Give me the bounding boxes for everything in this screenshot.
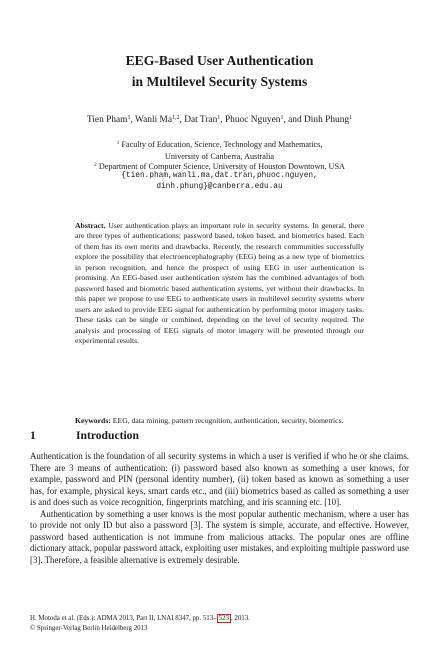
author-affiliation-marker: 1,2	[172, 115, 180, 121]
paper-title-line-1: EEG-Based User Authentication	[125, 53, 314, 68]
abstract-text: User authentication plays an important role in security systems. In general, there are three types of authentications; password based, token based, and biometrics based. Each of them has its own merits and drawbacks. Recently, the research communities successfully explore the possibility that electroencephalography (EEG) being as a new type of biometrics in person recognition, and hence the prospect of using EEG in user authentication is promising. An EEG-based user authentication system has the combined advantages of both password based and biometric based authentication systems, yet without their drawbacks. In this paper we propose to use EEG to authenticate users in multilevel security systems where users are asked to provide EEG signal for authentication by performing motor imagery tasks. These tasks can be single or combined, depending on the level of security required. The analysis and processing of EEG signals of motor imagery will be presented through our experimental results.	[75, 221, 365, 345]
footer-citation-prefix: H. Motoda et al. (Eds.): ADMA 2013, Part II, LNAI 8347, pp. 513–	[30, 615, 217, 622]
body-paragraph-2: Authentication by something a user knows is the most popular authentic mechanism, where a user has to provide not only ID but also a password [3]. The system is simple, accurate, and effective. However, password based authentication is not immune from malicious attacks. The popular ones are offline dictionary attack, popular password attack, exploiting user mistakes, and exploiting multiple password use [3]. Therefore, a feasible alternative is extremely desirable.	[30, 508, 409, 565]
keywords	[75, 416, 364, 426]
author-separator: ,	[220, 115, 225, 125]
section-heading	[30, 428, 410, 443]
author-name: Wanli Ma	[135, 115, 173, 125]
email-line-1: {tien.pham,wanli.ma,dat.tran,phuoc.nguyen,	[121, 172, 318, 180]
author-affiliation-marker: 1	[127, 115, 131, 121]
body-text	[30, 451, 409, 566]
author-list	[0, 114, 439, 126]
affiliation-1	[0, 139, 439, 150]
keywords-text: EEG, data mining, pattern recognition, authentication, security, biometrics.	[112, 416, 344, 425]
body-paragraph-1: Authentication is the foundation of all security systems in which a user is verified if who he or she claims. There are 3 means of authentication: (i) password based also known as something a user knows, for example, password and PIN (personal identity number), (ii) token based as known as something a user has, for example, physical keys, smart cards etc., and (iii) biometrics based as called as something a user is and does such as voice recognition, fingerprints matching, and iris scanning etc. [10].	[30, 451, 409, 507]
affiliation-1-number: 1	[116, 140, 120, 146]
section-title: Introduction	[76, 429, 139, 442]
affiliation-1-line-2: University of Canberra, Australia	[164, 152, 275, 161]
author-name: Phuoc Nguyen	[224, 115, 281, 125]
author-name: Tien Pham	[86, 115, 128, 125]
email-line-2: dinh.phung}@canberra.edu.au	[156, 183, 283, 191]
author-separator: ,	[179, 115, 185, 125]
section-number: 1	[30, 429, 36, 442]
author-affiliation-marker: 1	[280, 115, 284, 121]
author-name: Dat Tran	[184, 115, 218, 125]
page-range-link[interactable]: 523	[218, 615, 229, 622]
footer-copyright: © Springer-Verlag Berlin Heidelberg 2013	[30, 624, 148, 632]
author-affiliation-marker: 1	[349, 115, 353, 121]
affiliation-2-line-1: Department of Computer Science, University of Houston Downtown, USA	[98, 162, 345, 171]
author-affiliation-marker: 1	[217, 115, 221, 121]
affiliation-2-number: 2	[94, 162, 97, 168]
author-separator: , and	[283, 115, 305, 125]
affiliation-1-line-1: Faculty of Education, Science, Technology and Mathematics,	[121, 140, 323, 149]
footer	[30, 614, 409, 633]
abstract	[75, 221, 364, 346]
abstract-label: Abstract.	[75, 221, 106, 230]
footer-citation	[30, 614, 409, 624]
keywords-label: Keywords:	[75, 416, 111, 425]
author-separator: ,	[130, 115, 136, 125]
paper-title-line-2: in Multilevel Security Systems	[131, 74, 308, 89]
author-name: Dinh Phung	[304, 115, 350, 125]
footer-citation-suffix: , 2013.	[230, 615, 250, 622]
